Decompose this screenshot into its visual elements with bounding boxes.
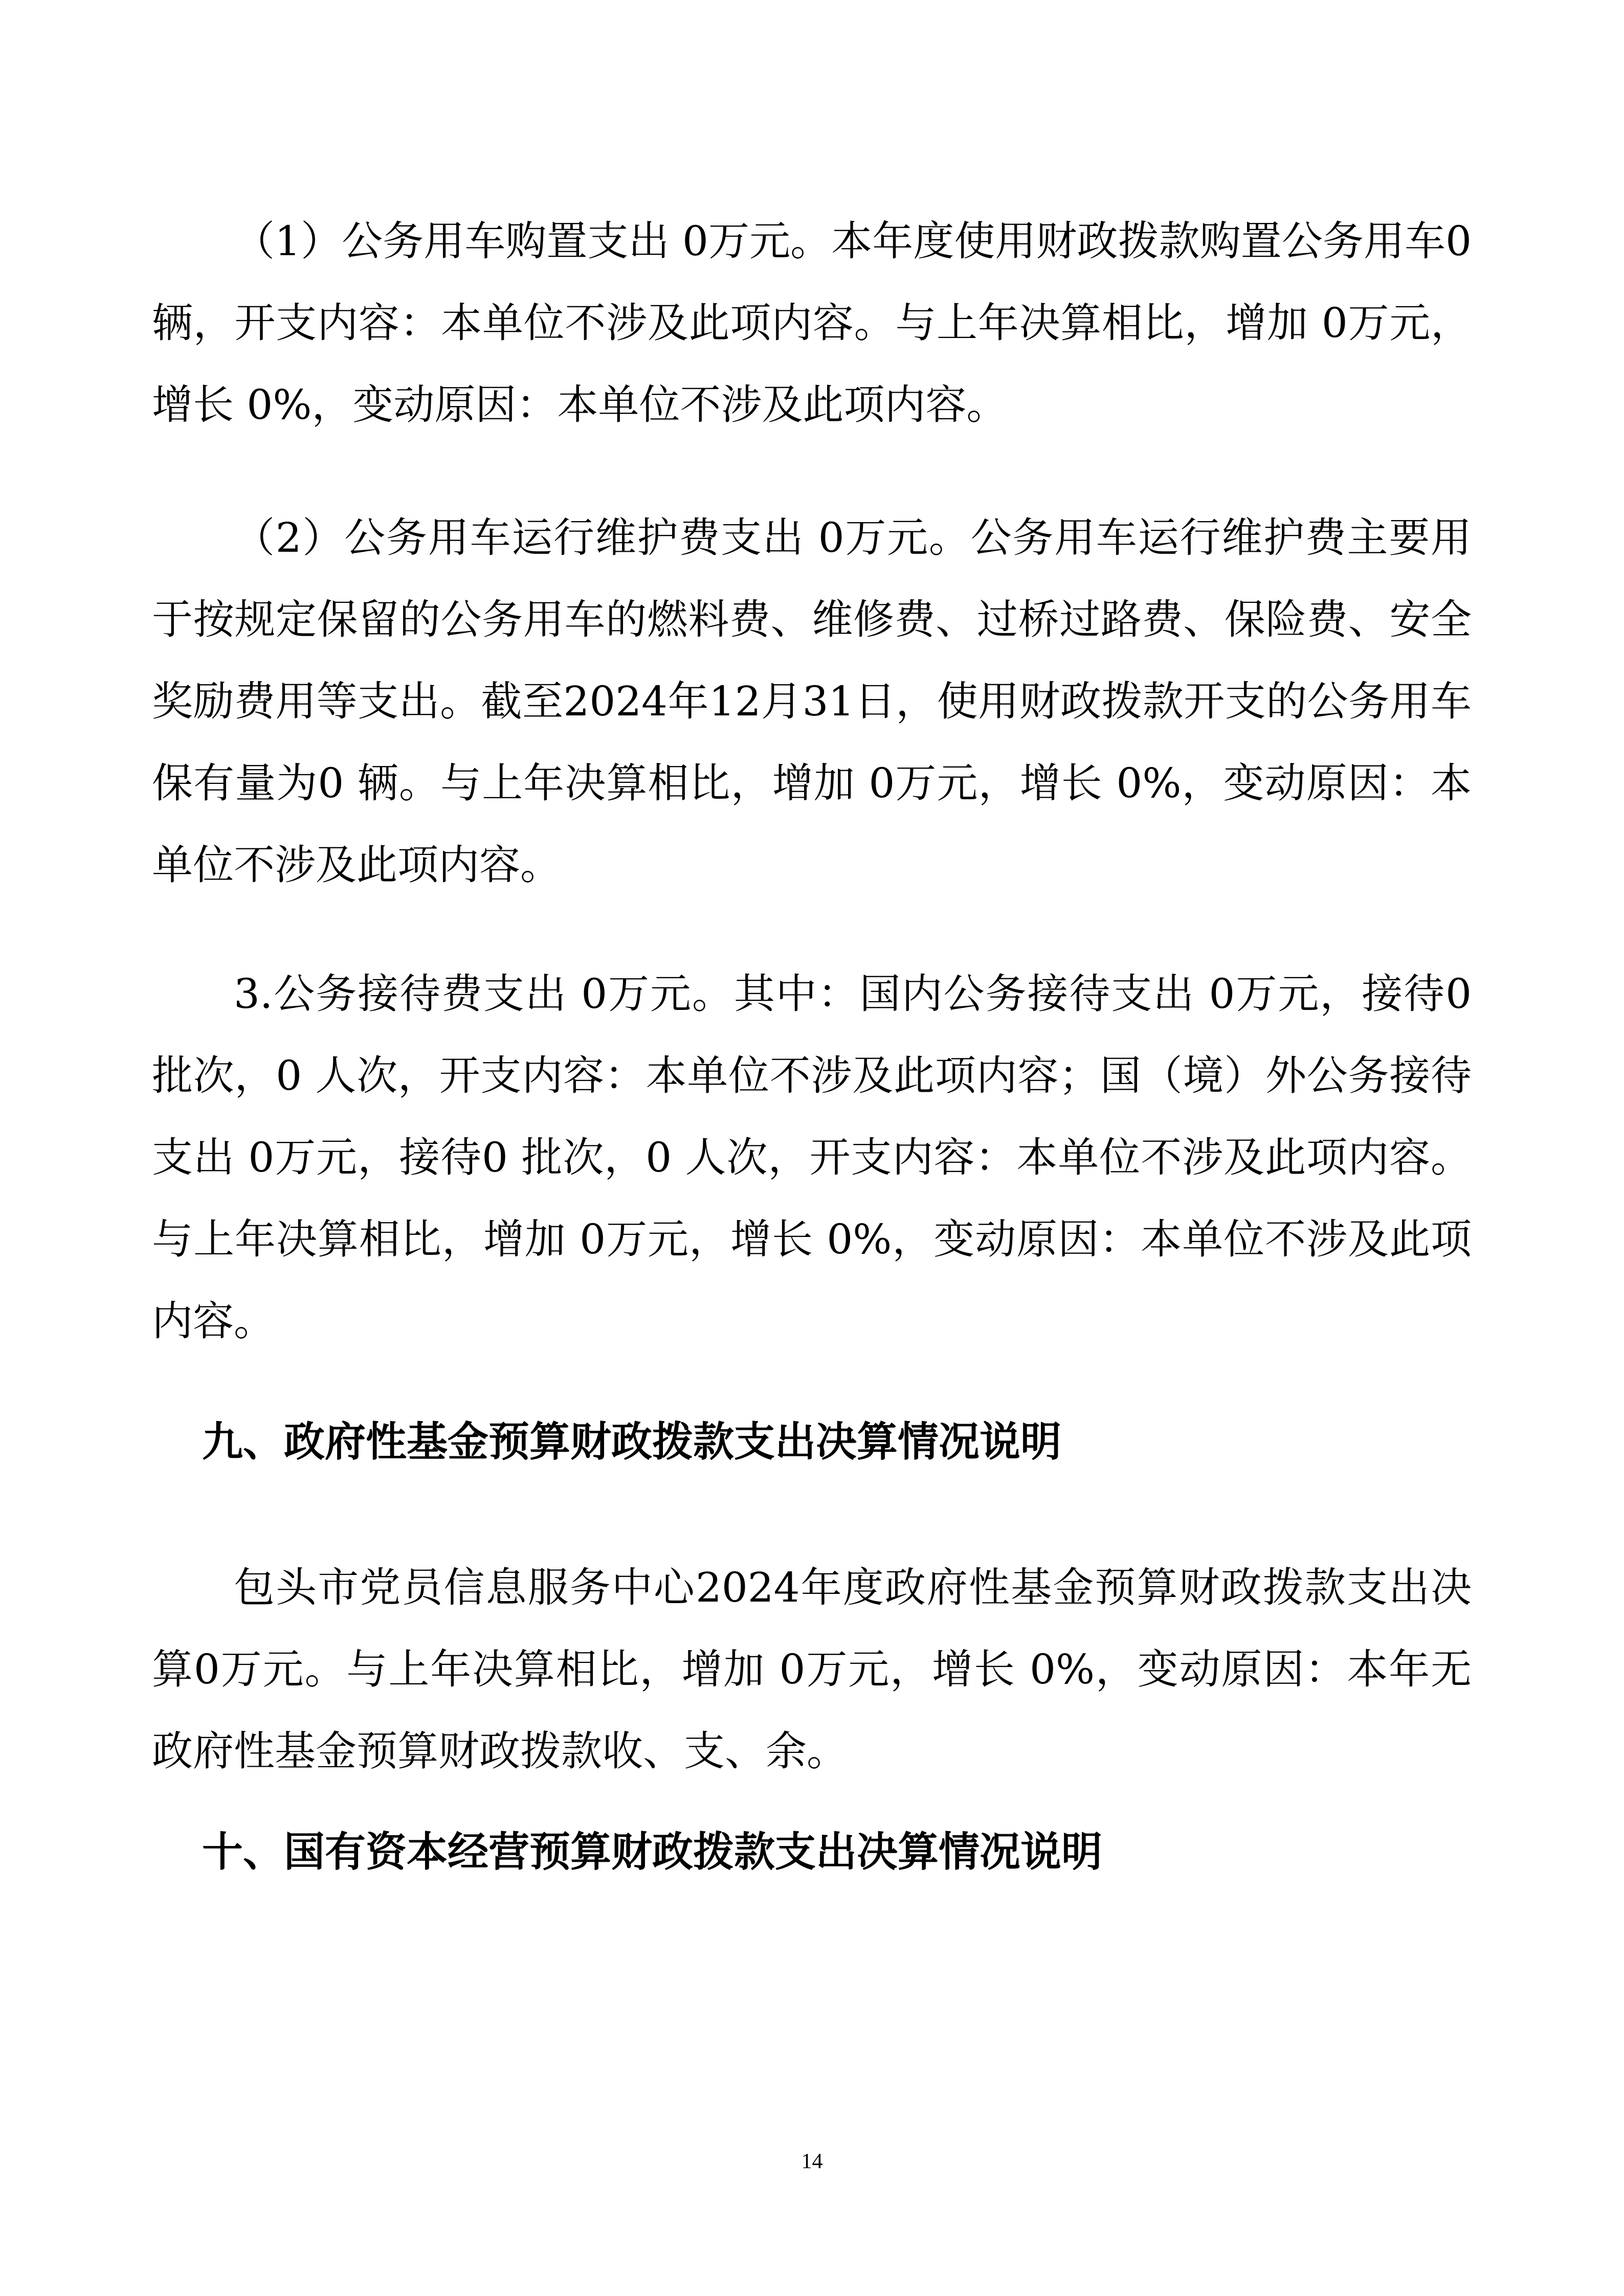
section-heading-10: 十、国有资本经营预算财政拨款支出决算情况说明 [202, 1828, 1102, 1876]
paragraph-vehicle-purchase: （1）公务用车购置支出 0万元。本年度使用财政拨款购置公务用车0 辆，开支内容：本单位不涉及此项内容。与上年决算相比，增加 0万元，增长 0%，变动原因：本单位不涉及此项内容。 [152, 217, 1472, 429]
paragraph-gov-fund: 包头市党员信息服务中心2024年度政府性基金预算财政拨款支出决算0万元。与上年决算相比，增加 0万元，增长 0%，变动原因：本年无政府性基金预算财政拨款收、支、余。 [152, 1564, 1472, 1775]
page-number: 14 [801, 2150, 823, 2173]
section-heading-9: 九、政府性基金预算财政拨款支出决算情况说明 [202, 1418, 1061, 1466]
paragraph-reception: 3.公务接待费支出 0万元。其中：国内公务接待支出 0万元，接待0 批次，0 人次，开支内容：本单位不涉及此项内容；国（境）外公务接待支出 0万元，接待0 批次，0 人次，开支内容：本单位不涉及此项内容。与上年决算相比，增加 0万元，增长 0%，变动原因：本单位不涉及此项内容。 [152, 970, 1472, 1345]
paragraph-vehicle-operation: （2）公务用车运行维护费支出 0万元。公务用车运行维护费主要用于按规定保留的公务用车的燃料费、维修费、过桥过路费、保险费、安全奖励费用等支出。截至2024年12月31日，使用财政拨款开支的公务用车保有量为0 辆。与上年决算相比，增加 0万元，增长 0%，变动原因：本单位不涉及此项内容。 [152, 514, 1472, 889]
